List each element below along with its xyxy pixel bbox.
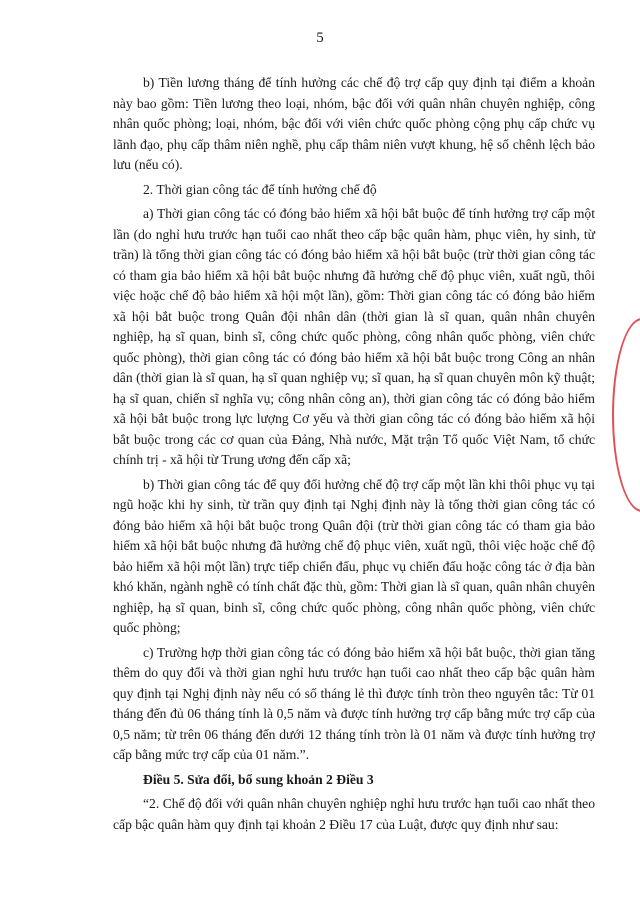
paragraph-c-rounding-rule: c) Trường hợp thời gian công tác có đóng bảo hiểm xã hội bắt buộc, thời gian tăng thêm do quy đổi và thời gian nghỉ hưu trước hạn tuổi cao nhất theo cấp bậc quân hàm quy định tại Nghị định này nếu có số tháng lẻ thì được tính tròn theo nguyên tắc: Từ 01 tháng đến đủ 06 tháng tính là 0,5 năm và được tính hưởng trợ cấp bằng mức trợ cấp của 0,5 năm; từ trên 06 tháng đến dưới 12 tháng tính tròn là 01 năm và được tính hưởng trợ cấp bằng mức trợ cấp của 01 năm.”. (113, 644, 595, 762)
page-number: 5 (316, 30, 324, 46)
paragraph-section-2-heading: 2. Thời gian công tác để tính hưởng chế độ (143, 181, 377, 197)
paragraph-b-salary: b) Tiền lương tháng để tính hưởng các chế độ trợ cấp quy định tại điểm a khoản này bao gồm: Tiền lương theo loại, nhóm, bậc đối với quân nhân chuyên nghiệp, công nhân quốc phòng; loại, nhóm, bậc đối với viên chức quốc phòng cộng phụ cấp chức vụ lãnh đạo, phụ cấp thâm niên nghề, phụ cấp thâm niên vượt khung, hệ số chênh lệch bảo lưu (nếu có). (113, 75, 595, 172)
article-5-heading: Điều 5. Sửa đổi, bổ sung khoản 2 Điều 3 (143, 771, 374, 787)
document-body (113, 73, 595, 839)
paragraph-b-conversion-time: b) Thời gian công tác để quy đổi hưởng chế độ trợ cấp một lần khi thôi phục vụ tại ngũ hoặc khi hy sinh, từ trần quy định tại Nghị định này là tổng thời gian công tác có đóng bảo hiểm xã hội bắt buộc trong Quân đội (trừ thời gian công tác có tham gia bảo hiểm xã hội bắt buộc nhưng đã hưởng chế độ phục viên, xuất ngũ, thôi việc hoặc chế độ bảo hiểm xã hội một lần) trực tiếp chiến đấu, phục vụ chiến đấu hoặc công tác ở địa bàn khó khăn, ngành nghề có tính chất đặc thù, gồm: Thời gian là sĩ quan, quân nhân chuyên nghiệp, hạ sĩ quan, binh sĩ, công chức quốc phòng, công nhân quốc phòng, viên chức quốc phòng; (113, 476, 595, 635)
paragraph-article-5-clause-2: “2. Chế độ đối với quân nhân chuyên nghiệp nghỉ hưu trước hạn tuổi cao nhất theo cấp bậc quân hàm quy định tại khoản 2 Điều 17 của Luật, được quy định như sau: (113, 796, 595, 832)
red-seal-stamp (612, 318, 640, 512)
paragraph-a-service-time: a) Thời gian công tác có đóng bảo hiểm xã hội bắt buộc để tính hưởng trợ cấp một lần (do nghỉ hưu trước hạn tuổi cao nhất theo cấp bậc quân hàm, phục viên, hy sinh, từ trần) là tổng thời gian công tác có đóng bảo hiểm xã hội bắt buộc (trừ thời gian công tác có tham gia bảo hiểm xã hội bắt buộc nhưng đã hưởng chế độ phục viên, xuất ngũ, thôi việc hoặc chế độ bảo hiểm xã hội một lần), gồm: Thời gian công tác có đóng bảo hiểm xã hội bắt buộc trong Quân đội nhân dân (thời gian là sĩ quan, quân nhân chuyên nghiệp, hạ sĩ quan, binh sĩ, công chức quốc phòng, công nhân quốc phòng, viên chức quốc phòng), thời gian công tác có đóng bảo hiểm xã hội bắt buộc trong Công an nhân dân (thời gian là sĩ quan, hạ sĩ quan nghiệp vụ; sĩ quan, hạ sĩ quan chuyên môn kỹ thuật; hạ sĩ quan, chiến sĩ nghĩa vụ; công nhân công an), thời gian công tác có đóng bảo hiểm xã hội bắt buộc trong lực lượng Cơ yếu và thời gian công tác có đóng bảo hiểm xã hội bắt buộc trong các cơ quan của Đảng, Nhà nước, Mặt trận Tổ quốc Việt Nam, tổ chức chính trị - xã hội từ Trung ương đến cấp xã; (113, 206, 595, 467)
